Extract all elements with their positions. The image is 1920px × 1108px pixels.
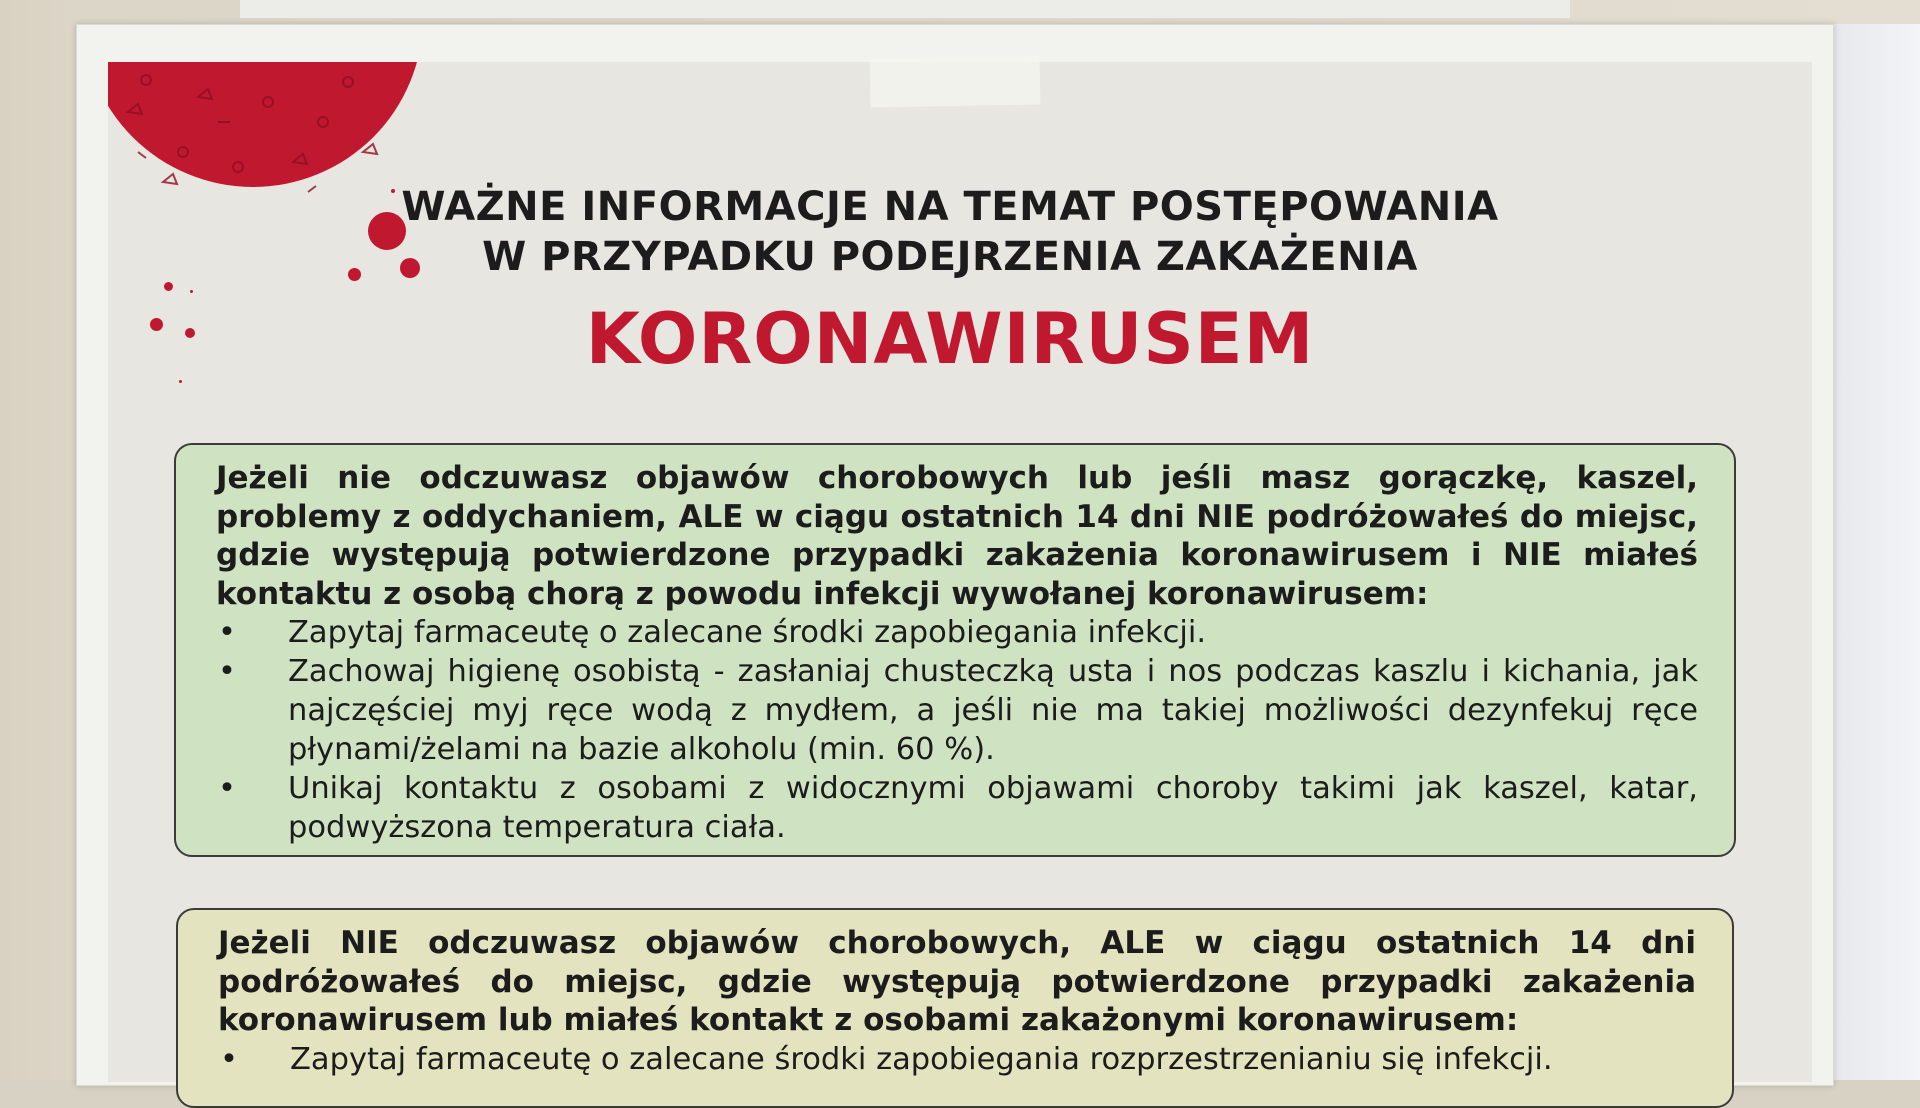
info-box-heading: Jeżeli NIE odczuwasz objawów chorobowych, ALE w ciągu ostatnich 14 dni podróżowałeś do miejsc, gdzie występują potwierdzone przypadki zakażenia koronawirusem lub miałeś kontakt z osobami zakażonymi koronawirusem: [218, 925, 1696, 1038]
bullet-text: Zapytaj farmaceutę o zalecane środki zapobiegania infekcji. [288, 615, 1207, 650]
paper-behind [240, 0, 1570, 18]
poster-title-line1: WAŻNE INFORMACJE NA TEMAT POSTĘPOWANIA [401, 184, 1499, 230]
bullet-list [218, 1040, 1696, 1079]
decor-dot [179, 380, 182, 383]
bullet-mark: • [220, 1041, 238, 1077]
info-box-green [174, 443, 1736, 857]
decor-dot [185, 328, 195, 338]
poster-title-line2: W PRZYPADKU PODEJRZENIA ZAKAŻENIA [482, 234, 1418, 280]
wall-edge [1832, 24, 1920, 1080]
bullet-list [216, 613, 1698, 847]
bullet-item [216, 652, 1698, 769]
bullet-mark: • [218, 771, 236, 806]
decor-dot [164, 282, 173, 291]
decor-dot [190, 290, 193, 293]
info-box-yellow [176, 908, 1734, 1108]
bullet-item [216, 769, 1698, 847]
bullet-item [218, 1040, 1696, 1079]
poster-title-highlight: KORONAWIRUSEM [585, 298, 1315, 380]
bullet-item [216, 613, 1698, 652]
bullet-text: Unikaj kontaktu z osobami z widocznymi objawami choroby takimi jak kaszel, katar, podwyższona temperatura ciała. [288, 771, 1698, 845]
bullet-text: Zachowaj higienę osobistą - zasłaniaj chusteczką usta i nos podczas kaszlu i kichania, jak najczęściej myj ręce wodą z mydłem, a jeśli nie ma takiej możliwości dezynfekuj ręce płynami/żelami na bazie alkoholu (min. 60 %). [288, 654, 1698, 767]
info-box-heading: Jeżeli nie odczuwasz objawów chorobowych lub jeśli masz gorączkę, kaszel, problemy z oddychaniem, ALE w ciągu ostatnich 14 dni NIE podróżowałeś do miejsc, gdzie występują potwierdzone przypadki zakażenia koronawirusem i NIE miałeś kontaktu z osobą chorą z powodu infekcji wywołanej koronawirusem: [216, 460, 1698, 612]
bullet-mark: • [218, 654, 236, 689]
tape-strip [870, 57, 1041, 108]
bullet-mark: • [218, 615, 236, 650]
bullet-text: Zapytaj farmaceutę o zalecane środki zapobiegania rozprzestrzenianiu się infekcji. [290, 1041, 1553, 1077]
decor-dot [150, 318, 163, 331]
